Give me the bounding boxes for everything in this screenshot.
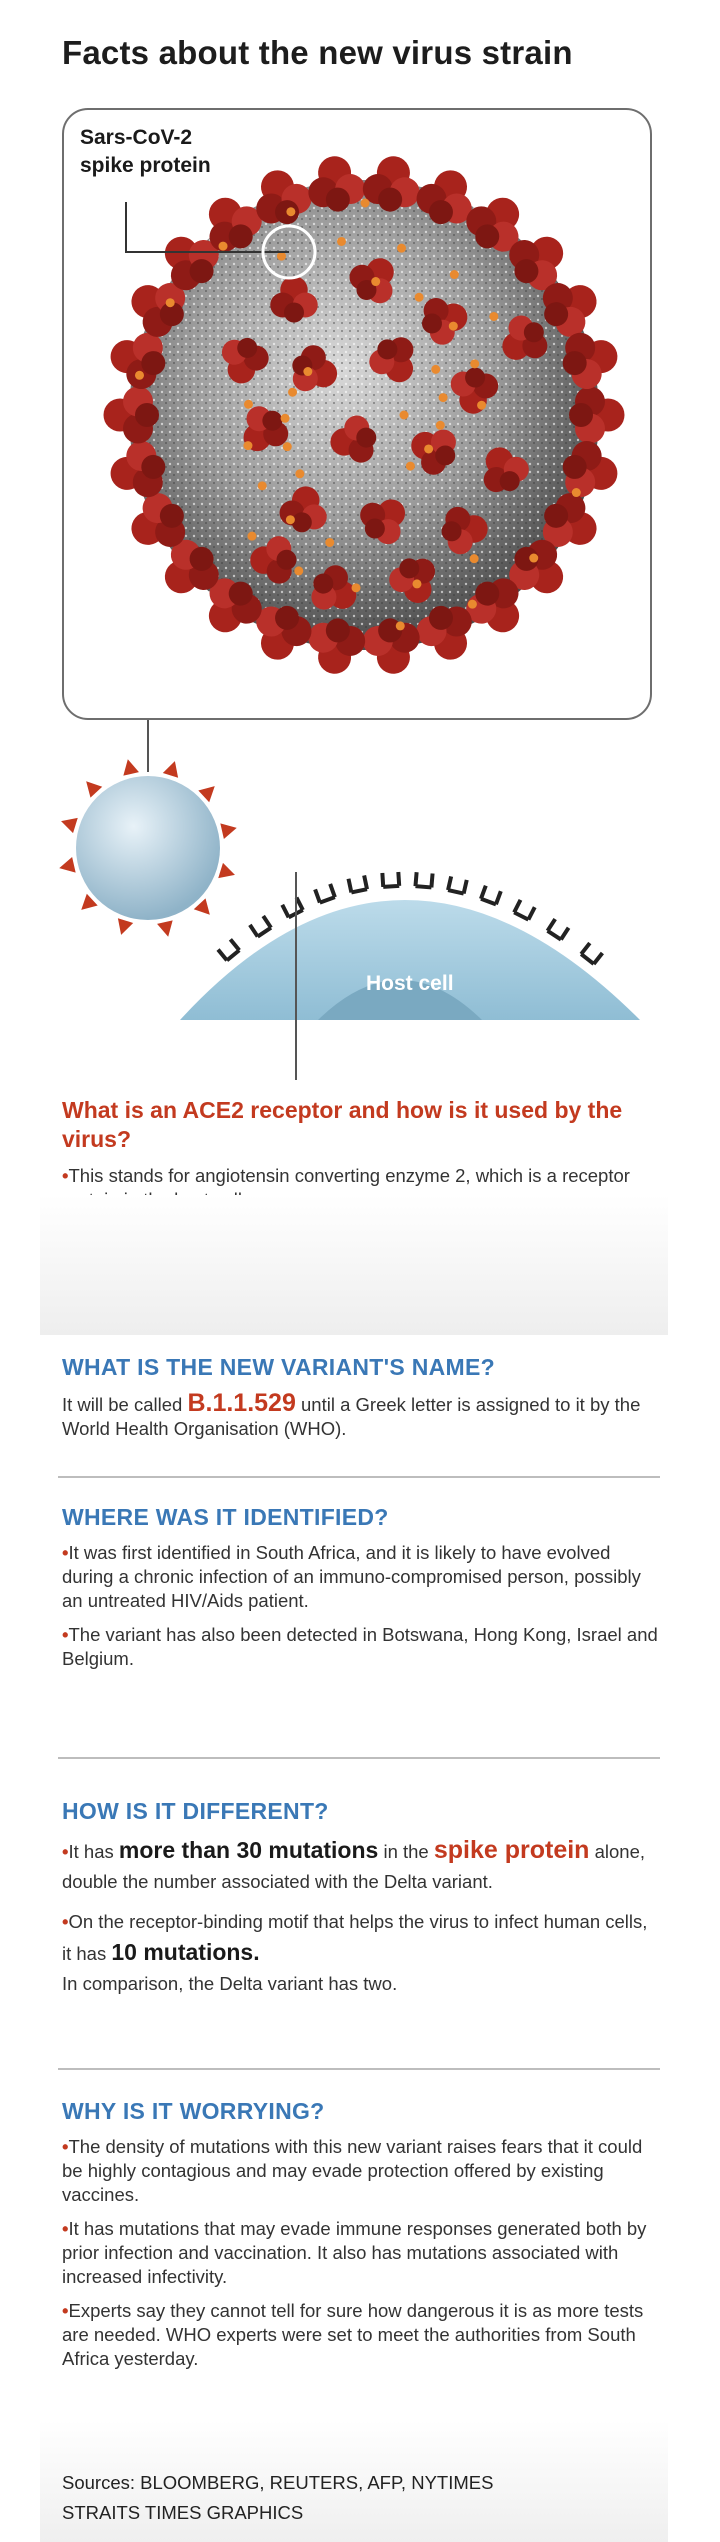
virus-spike: [194, 898, 216, 920]
ace2-heading: What is an ACE2 receptor and how is it used by the virus?: [62, 1097, 623, 1152]
different-bullet-1: • It has more than 30 mutations in the spike protein alone, double the number associated with the Delta variant.: [62, 1835, 658, 1897]
ace2-receptor: [514, 900, 535, 920]
divider: [58, 1476, 660, 1478]
variant-name-section: [62, 1354, 658, 1441]
how-different-section: [62, 1798, 658, 1999]
ace2-receptor: [548, 919, 569, 939]
spike-protein-label: Sars-CoV-2 spike protein: [80, 126, 211, 177]
virus-spike: [218, 863, 237, 883]
worrying-bullet-2: • It has mutations that may evade immune responses generated both by prior infection and vaccination. It also has mutations associated with increased infectivity.: [62, 2217, 658, 2289]
worrying-bullet-1: • The density of mutations with this new variant raises fears that it could be highly contagious and may evade protection offered by existing vaccines.: [62, 2135, 658, 2207]
virus-spike: [120, 757, 139, 775]
membrane-protein: [436, 421, 445, 430]
membrane-protein: [244, 400, 253, 409]
ace2-bullet-1: • This stands for angiotensin converting enzyme 2, which is a receptor: [62, 1164, 658, 1212]
spike-protein: [569, 387, 625, 444]
credits-line: STRAITS TIMES GRAPHICS: [62, 2502, 304, 2523]
where-bullet-2: • The variant has also been detected in Botswana, Hong Kong, Israel and Belgium.: [62, 1623, 658, 1671]
membrane-protein: [288, 388, 297, 397]
ace2-receptor: [415, 872, 432, 887]
membrane-protein: [424, 444, 433, 453]
divider: [58, 2068, 660, 2070]
variant-name-text: It will be called B.1.1.529 until a Greek letter is assigned to it by the World Health Organisation (WHO).: [62, 1389, 641, 1439]
virus-spike: [163, 759, 183, 778]
membrane-protein: [529, 554, 538, 563]
membrane-protein: [281, 414, 290, 423]
sources: [62, 2468, 493, 2528]
membrane-protein: [325, 538, 334, 547]
spike-protein: [104, 387, 160, 444]
coronavirus-illustration: [64, 110, 652, 720]
ace2-receptor: [218, 939, 239, 960]
where-identified-section: [62, 1504, 658, 1671]
membrane-protein: [361, 199, 370, 208]
membrane-protein: [286, 207, 295, 216]
membrane-protein: [397, 244, 406, 253]
membrane-protein: [449, 322, 458, 331]
membrane-protein: [477, 401, 486, 410]
why-worrying-section: [62, 2098, 658, 2371]
spike-protein-highlight: spike protein: [433, 1836, 590, 1864]
virus-spike: [57, 857, 75, 876]
variant-code: B.1.1.529: [187, 1389, 296, 1417]
divider: [58, 1757, 660, 1759]
variant-name-heading: WHAT IS THE NEW VARIANT'S NAME?: [62, 1354, 496, 1380]
ace2-receptor: [448, 876, 467, 893]
virus-illustration-frame: [62, 108, 652, 720]
membrane-protein: [258, 481, 267, 490]
membrane-protein: [219, 242, 228, 251]
ace2-receptor: [315, 884, 335, 903]
membrane-protein: [470, 359, 479, 368]
different-bullet-2: • On the receptor-binding motif that helps the virus to infect human cells, it has 10 mutations. In comparison, the Delta variant has two.: [62, 1907, 658, 1999]
shade-band: [40, 1195, 668, 1335]
membrane-protein: [450, 270, 459, 279]
ace2-receptor: [481, 886, 501, 905]
membrane-protein: [337, 237, 346, 246]
membrane-protein: [406, 462, 415, 471]
virus-spike: [220, 820, 238, 839]
virus-spike: [80, 776, 102, 798]
ace2-receptor-diagram: [0, 720, 720, 1080]
virus-spike: [198, 780, 220, 802]
where-identified-heading: WHERE WAS IT IDENTIFIED?: [62, 1504, 389, 1530]
page-title: Facts about the new virus strain: [62, 34, 573, 71]
membrane-protein: [303, 367, 312, 376]
membrane-protein: [371, 277, 380, 286]
ace2-receptor: [348, 875, 367, 892]
membrane-protein: [572, 488, 581, 497]
ace2-receptor: [250, 916, 271, 937]
membrane-protein: [166, 298, 175, 307]
membrane-protein: [283, 442, 292, 451]
virus-spike: [59, 813, 78, 833]
membrane-protein: [294, 566, 303, 575]
membrane-protein: [415, 293, 424, 302]
virus-particle: [76, 776, 220, 920]
membrane-protein: [470, 554, 479, 563]
why-worrying-heading: WHY IS IT WORRYING?: [62, 2098, 325, 2124]
ace2-receptor: [382, 872, 399, 887]
membrane-protein: [295, 469, 304, 478]
membrane-protein: [468, 600, 477, 609]
virus-spike: [157, 920, 176, 938]
sources-line: Sources: BLOOMBERG, REUTERS, AFP, NYTIMES: [62, 2472, 494, 2493]
membrane-protein: [286, 515, 295, 524]
membrane-protein: [431, 365, 440, 374]
membrane-protein: [135, 371, 144, 380]
ace2-receptor: [581, 943, 602, 964]
membrane-protein: [352, 583, 361, 592]
virus-spike: [113, 918, 133, 937]
membrane-protein: [243, 441, 252, 450]
membrane-protein: [400, 411, 409, 420]
membrane-protein: [396, 621, 405, 630]
membrane-protein: [489, 312, 498, 321]
how-different-heading: HOW IS IT DIFFERENT?: [62, 1798, 329, 1824]
worrying-bullet-3: • Experts say they cannot tell for sure how dangerous it is as more tests are needed. WHO experts were set to meet the authorities from South Africa yesterday.: [62, 2299, 658, 2371]
where-bullet-1: • It was first identified in South Africa, and it is likely to have evolved during a chronic infection of an immuno-compromised person, possibly an untreated HIV/Aids patient.: [62, 1541, 658, 1613]
virus-spike: [76, 894, 98, 916]
host-cell-label: Host cell: [366, 972, 454, 995]
membrane-protein: [439, 393, 448, 402]
membrane-protein: [247, 532, 256, 541]
membrane-protein: [412, 579, 421, 588]
ace2-receptor: [282, 898, 303, 918]
